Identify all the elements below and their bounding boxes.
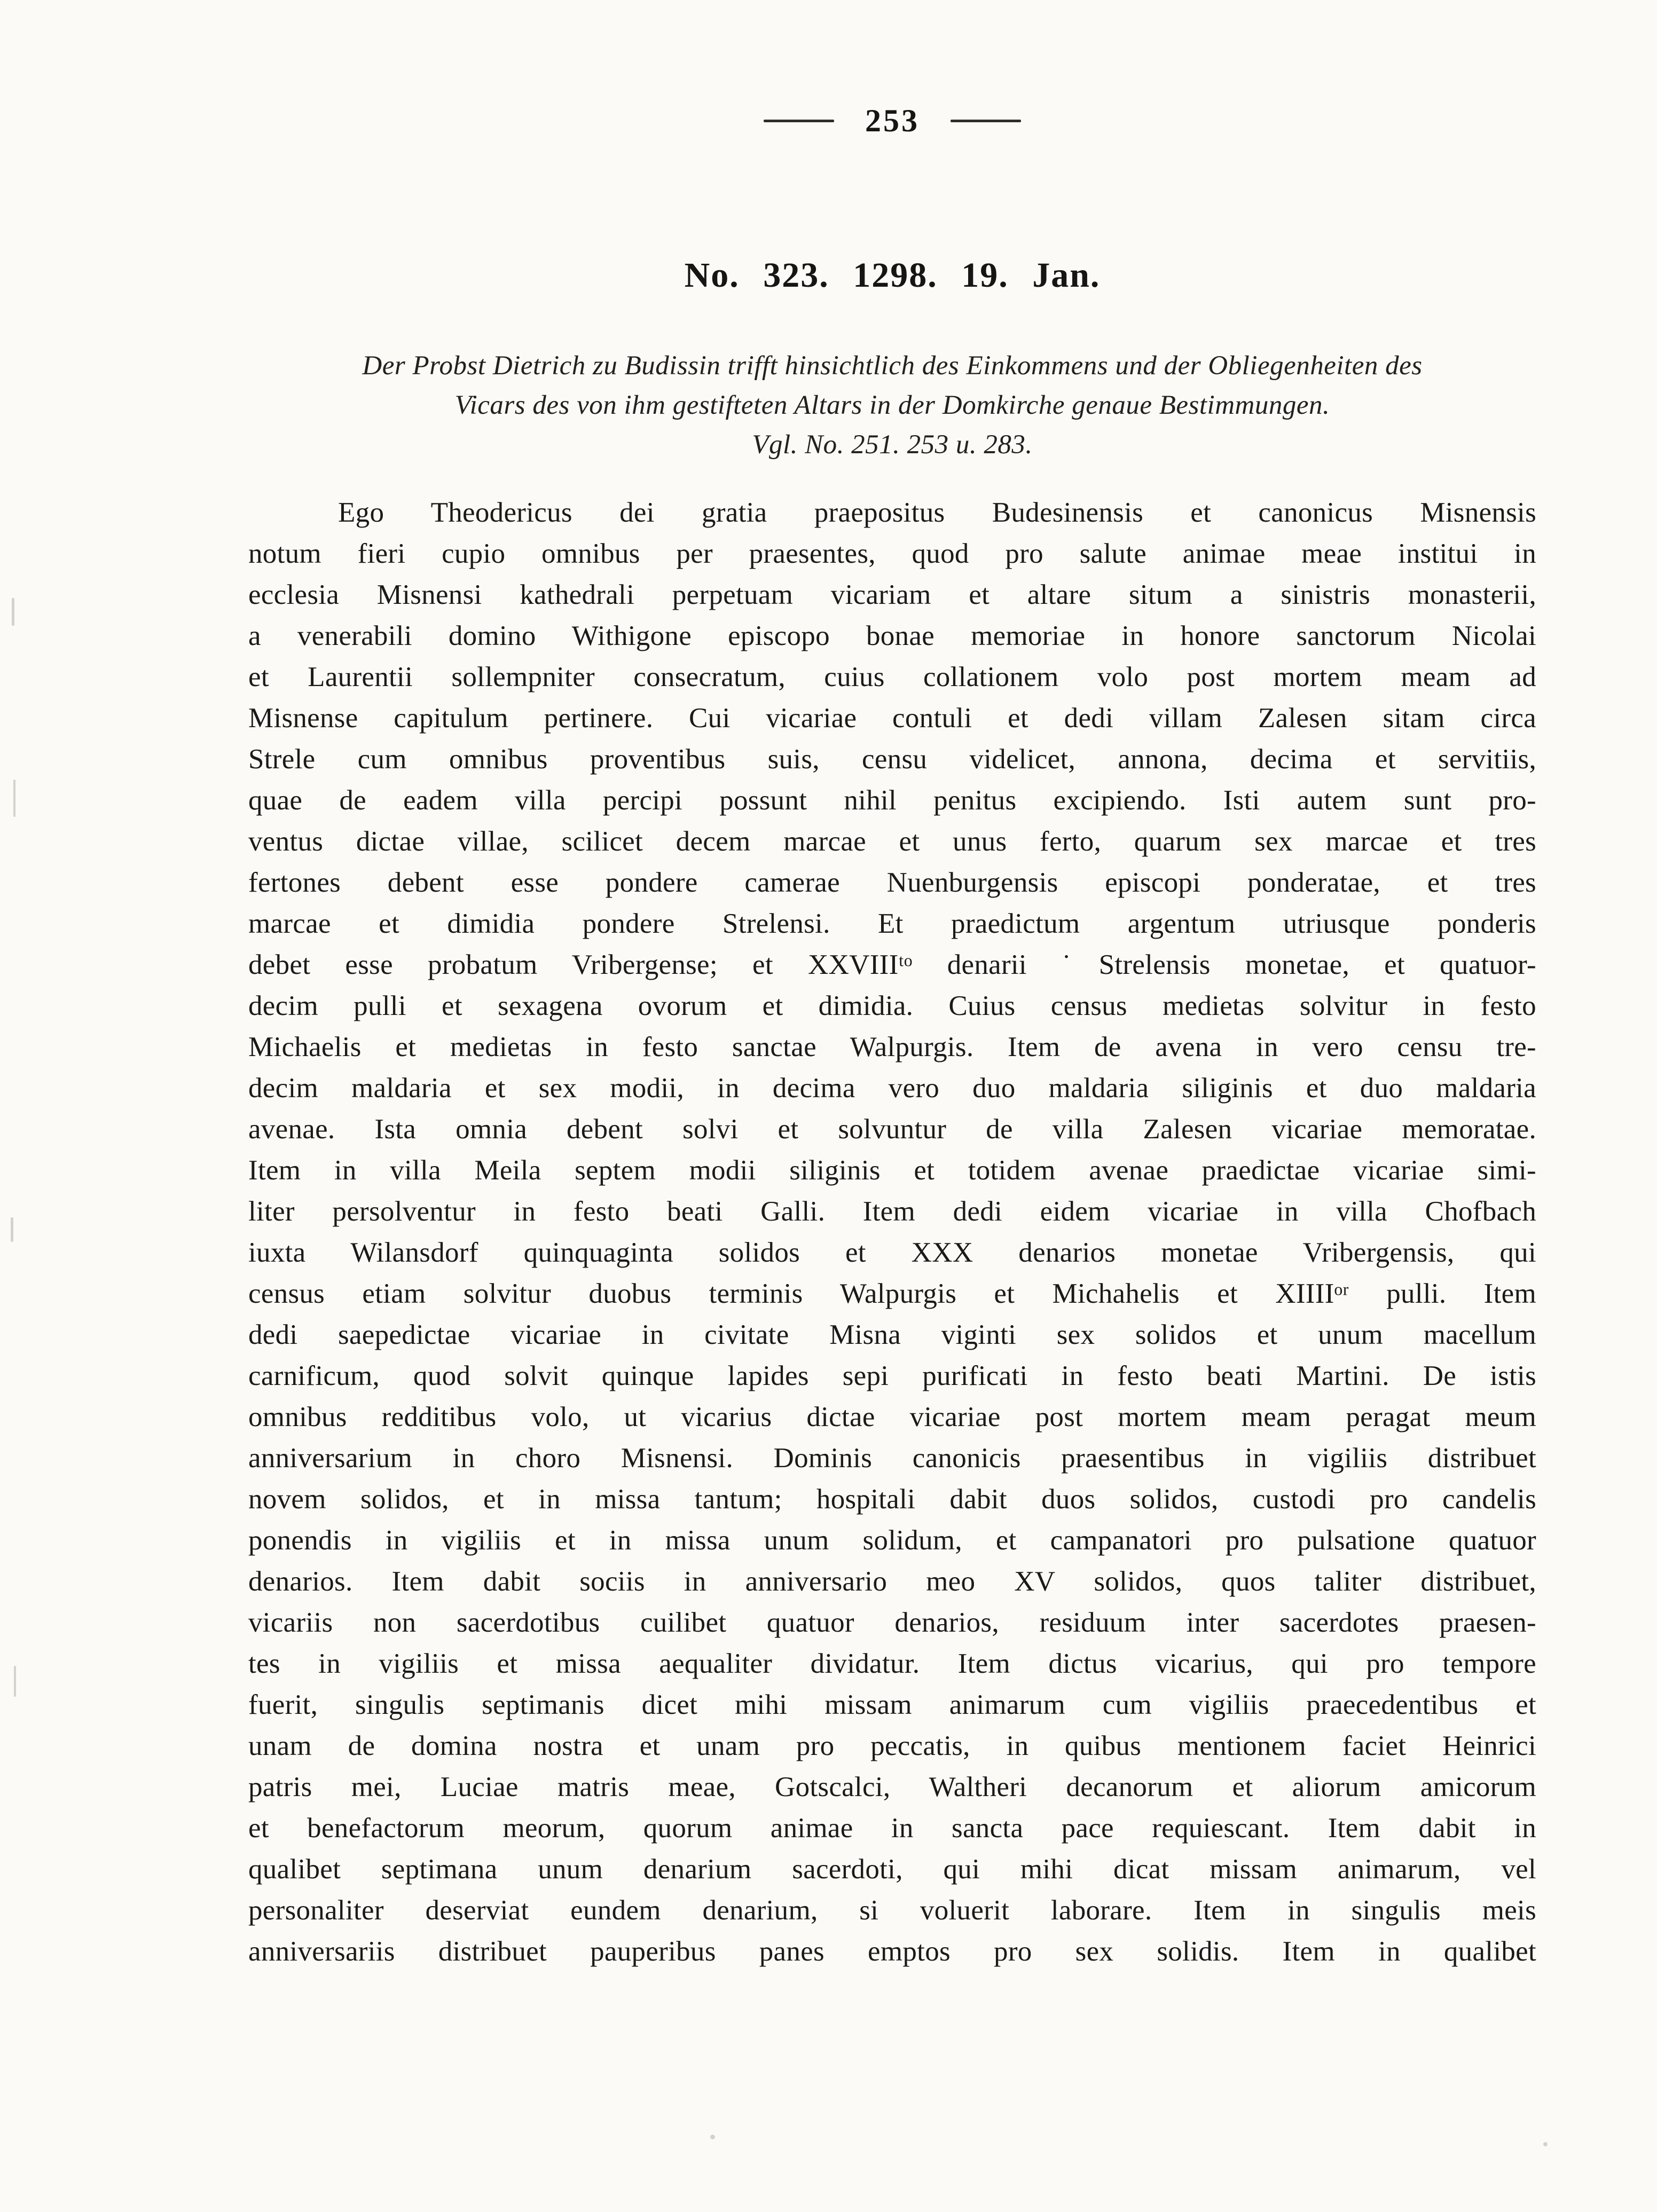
body-text-line: vicariis non sacerdotibus cuilibet quatuor denarios, residuum inter sacerdotes praesen- [248, 1607, 1536, 1638]
body-text-line: quae de eadem villa percipi possunt nihil penitus excipiendo. Isti autem sunt pro- [248, 785, 1536, 816]
body-text-line: debet esse probatum Vribergense; et XXVIIIᵗᵒ denarii ˙Strelensis monetae, et quatuor- [248, 949, 1536, 980]
body-text-line: marcae et dimidia pondere Strelensi. Et praedictum argentum utriusque ponderis [248, 908, 1536, 939]
document-title: No. 323. 1298. 19. Jan. [684, 256, 1101, 295]
body-text-line: omnibus redditibus volo, ut vicarius dictae vicariae post mortem meam peragat meum [248, 1402, 1536, 1432]
body-text-line: novem solidos, et in missa tantum; hospitali dabit duos solidos, custodi pro candelis [248, 1484, 1536, 1515]
body-text-line: fuerit, singulis septimanis dicet mihi missam animarum cum vigiliis praecedentibus et [248, 1689, 1536, 1720]
scan-artifact [11, 1217, 13, 1242]
document-body [248, 492, 1536, 1972]
body-text-line: Misnense capitulum pertinere. Cui vicariae contuli et dedi villam Zalesen sitam circa [248, 703, 1536, 734]
header-rule-left [764, 120, 834, 122]
body-text-line: ponendis in vigiliis et in missa unum solidum, et campanatori pro pulsatione quatuor [248, 1525, 1536, 1556]
body-text-line: ecclesia Misnensi kathedrali perpetuam vicariam et altare situm a sinistris monasterii, [248, 579, 1536, 610]
body-text-line: et Laurentii sollempniter consecratum, cuius collationem volo post mortem meam ad [248, 662, 1536, 692]
body-text-line: Item in villa Meila septem modii siliginis et totidem avenae praedictae vicariae simi- [248, 1155, 1536, 1186]
header-rule-right [951, 120, 1021, 122]
body-text-line: census etiam solvitur duobus terminis Walpurgis et Michahelis et XIIIIᵒʳ pulli. Item [248, 1278, 1536, 1309]
body-text-line: ventus dictae villae, scilicet decem marcae et unus ferto, quarum sex marcae et tres [248, 826, 1536, 857]
summary-line: Vicars des von ihm gestifteten Altars in der Domkirche genaue Bestimmungen. [454, 390, 1330, 420]
scan-artifact [1543, 2142, 1548, 2146]
body-text-line: avenae. Ista omnia debent solvi et solvuntur de villa Zalesen vicariae memoratae. [248, 1114, 1536, 1145]
body-text-line: denarios. Item dabit sociis in anniversario meo XV solidos, quos taliter distribuet, [248, 1566, 1536, 1597]
body-text-line: Ego Theodericus dei gratia praepositus Budesinensis et canonicus Misnensis [338, 497, 1536, 528]
scan-artifact [13, 780, 15, 817]
body-text-line: iuxta Wilansdorf quinquaginta solidos et XXX denarios monetae Vribergensis, qui [248, 1237, 1536, 1268]
body-text-line: liter persolventur in festo beati Galli. Item dedi eidem vicariae in villa Chofbach [248, 1196, 1536, 1227]
body-text-line: fertones debent esse pondere camerae Nuenburgensis episcopi ponderatae, et tres [248, 867, 1536, 898]
body-text-line: personaliter deserviat eundem denarium, si voluerit laborare. Item in singulis meis [248, 1895, 1536, 1926]
summary-line: Der Probst Dietrich zu Budissin trifft hinsichtlich des Einkommens und der Obliegenheiten des [362, 351, 1423, 381]
body-text-line: decim maldaria et sex modii, in decima vero duo maldaria siliginis et duo maldaria [248, 1073, 1536, 1104]
body-text-line: anniversariis distribuet pauperibus panes emptos pro sex solidis. Item in qualibet [248, 1936, 1536, 1967]
scan-artifact [12, 598, 14, 626]
body-text-line: anniversarium in choro Misnensi. Dominis canonicis praesentibus in vigiliis distribuet [248, 1443, 1536, 1474]
summary-line: Vgl. No. 251. 253 u. 283. [752, 430, 1033, 460]
body-text-line: tes in vigiliis et missa aequaliter dividatur. Item dictus vicarius, qui pro tempore [248, 1648, 1536, 1679]
body-text-line: Strele cum omnibus proventibus suis, censu videlicet, annona, decima et servitiis, [248, 744, 1536, 775]
body-text-line: unam de domina nostra et unam pro peccatis, in quibus mentionem faciet Heinrici [248, 1730, 1536, 1761]
scan-artifact [14, 1666, 16, 1697]
body-text-line: decim pulli et sexagena ovorum et dimidia. Cuius census medietas solvitur in festo [248, 990, 1536, 1021]
body-text-line: qualibet septimana unum denarium sacerdoti, qui mihi dicat missam animarum, vel [248, 1854, 1536, 1885]
body-text-line: patris mei, Luciae matris meae, Gotscalci, Waltheri decanorum et aliorum amicorum [248, 1772, 1536, 1802]
document-summary [248, 346, 1536, 465]
body-text-line: notum fieri cupio omnibus per praesentes, quod pro salute animae meae institui in [248, 538, 1536, 569]
scan-artifact [710, 2135, 715, 2139]
body-text-line: Michaelis et medietas in festo sanctae Walpurgis. Item de avena in vero censu tre- [248, 1032, 1536, 1062]
page-number: 253 [865, 103, 920, 138]
running-head [248, 103, 1536, 139]
body-text-line: et benefactorum meorum, quorum animae in sancta pace requiescant. Item dabit in [248, 1813, 1536, 1844]
body-text-line: dedi saepedictae vicariae in civitate Misna viginti sex solidos et unum macellum [248, 1319, 1536, 1350]
body-text-line: carnificum, quod solvit quinque lapides sepi purificati in festo beati Martini. De istis [248, 1360, 1536, 1391]
body-text-line: a venerabili domino Withigone episcopo bonae memoriae in honore sanctorum Nicolai [248, 620, 1536, 651]
